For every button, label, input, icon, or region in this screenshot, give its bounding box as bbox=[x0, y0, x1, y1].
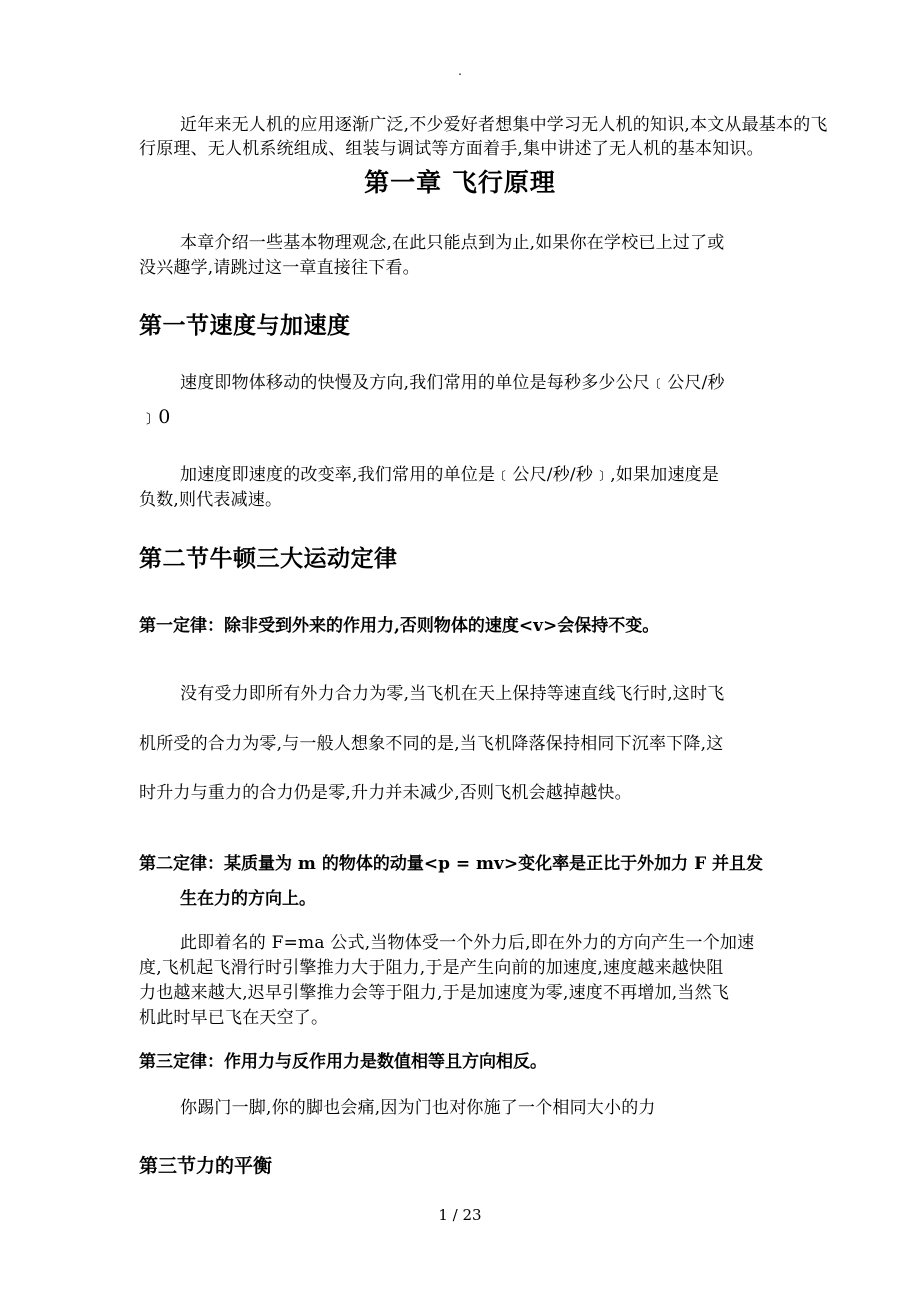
law-2-title-line-1: 第二定律：某质量为 m 的物体的动量<p = mv>变化率是正比于外加力 F 并且发 bbox=[139, 854, 764, 874]
section-3-title: 第三节力的平衡 bbox=[139, 1155, 273, 1177]
law-1-line-2: 机所受的合力为零,与一般人想象不同的是,当飞机降落保持相同下沉率下降,这 bbox=[139, 734, 724, 754]
law-3-title: 第三定律：作用力与反作用力是数值相等且方向相反。 bbox=[139, 1052, 547, 1072]
section-2-title: 第二节牛顿三大运动定律 bbox=[139, 545, 398, 572]
law-2-line-4: 机此时早已飞在天空了。 bbox=[139, 1008, 329, 1028]
intro-line-2: 行原理、无人机系统组成、组装与调试等方面着手,集中讲述了无人机的基本知识。 bbox=[139, 139, 764, 159]
section-1-title: 第一节速度与加速度 bbox=[139, 312, 351, 339]
law-1-title: 第一定律：除非受到外来的作用力,否则物体的速度<v>会保持不变。 bbox=[139, 616, 660, 636]
header-mark: . bbox=[458, 64, 462, 78]
accel-line-2: 负数,则代表减速。 bbox=[139, 490, 283, 510]
intro-line-1: 近年来无人机的应用逐渐广泛,不少爱好者想集中学习无人机的知识,本文从最基本的飞 bbox=[180, 115, 828, 135]
law-2-line-3: 力也越来越大,迟早引擎推力会等于阻力,于是加速度为零,速度不再增加,当然飞 bbox=[139, 983, 730, 1003]
page-number: 1 / 23 bbox=[438, 1206, 482, 1224]
law-1-line-1: 没有受力即所有外力合力为零,当飞机在天上保持等速直线飞行时,这时飞 bbox=[180, 684, 725, 704]
chapter-title: 第一章 飞行原理 bbox=[364, 168, 556, 197]
chapter-intro-line-2: 没兴趣学,请跳过这一章直接往下看。 bbox=[139, 258, 420, 278]
law-3-line-1: 你踢门一脚,你的脚也会痛,因为门也对你施了一个相同大小的力 bbox=[180, 1098, 656, 1118]
speed-line-1: 速度即物体移动的快慢及方向,我们常用的单位是每秒多少公尺﹝公尺/秒 bbox=[180, 373, 725, 393]
law-2-line-2: 度,飞机起飞滑行时引擎推力大于阻力,于是产生向前的加速度,速度越来越快阻 bbox=[139, 958, 724, 978]
law-2-line-1: 此即着名的 F=ma 公式,当物体受一个外力后,即在外力的方向产生一个加速 bbox=[180, 933, 755, 953]
law-2-title-line-2: 生在力的方向上。 bbox=[180, 889, 316, 909]
accel-line-1: 加速度即速度的改变率,我们常用的单位是﹝公尺/秒/秒﹞,如果加速度是 bbox=[180, 465, 720, 485]
law-1-line-3: 时升力与重力的合力仍是零,升力并未减少,否则飞机会越掉越快。 bbox=[139, 783, 632, 803]
speed-line-2: ﹞0 bbox=[139, 406, 171, 428]
chapter-intro-line-1: 本章介绍一些基本物理观念,在此只能点到为止,如果你在学校已上过了或 bbox=[180, 233, 725, 253]
